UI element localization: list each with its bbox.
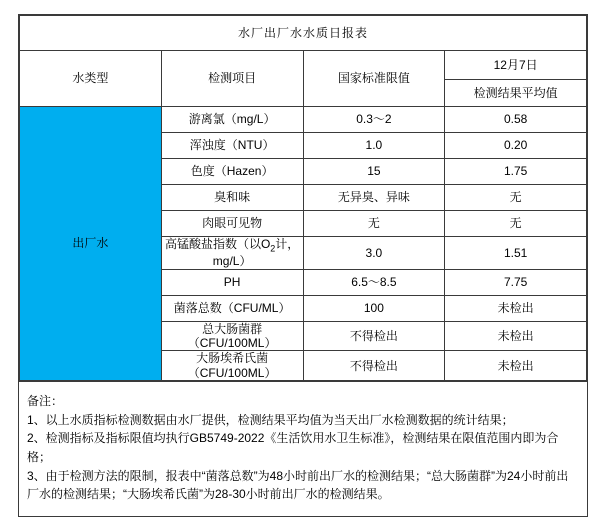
result-value: 无: [445, 211, 587, 237]
test-item-name-suffix: 计，mg/L）: [212, 237, 300, 269]
notes-line-3: 3、由于检测方法的限制，报表中“菌落总数”为48小时前出厂水的检测结果；“总大肠菌群”为24小时前出厂水的检测结果；“大肠埃希氏菌”为28-30小时前出厂水的检测结果。: [27, 468, 569, 502]
test-item-name-subscript: 2: [270, 243, 276, 254]
limit-value: 100: [303, 295, 445, 321]
limit-value: 不得检出: [303, 321, 445, 351]
limit-value: 无: [303, 211, 445, 237]
test-item-name: 大肠埃希氏菌（CFU/100ML）: [161, 351, 303, 381]
test-item-name: PH: [161, 269, 303, 295]
report-sheet: [18, 14, 588, 517]
test-item-name-prefix: 高锰酸盐指数（以O: [164, 237, 271, 251]
notes-line-2: 2、检测指标及指标限值均执行GB5749-2022《生活饮用水卫生标准》，检测结果在限值范围内即为合格；: [27, 431, 559, 464]
notes-label: 备注：: [27, 394, 64, 409]
limit-value: 6.5～8.5: [303, 269, 445, 295]
test-item-name: 游离氯（mg/L）: [161, 107, 303, 133]
header-row: [20, 51, 587, 80]
column-header-date: 12月7日: [445, 51, 587, 80]
test-item-name: 菌落总数（CFU/ML）: [161, 295, 303, 321]
limit-value: 1.0: [303, 133, 445, 159]
limit-value: 0.3～2: [303, 107, 445, 133]
column-header-average-result: 检测结果平均值: [445, 80, 587, 107]
test-item-name: 臭和味: [161, 185, 303, 211]
notes-line-1: 1、以上水质指标检测数据由水厂提供，检测结果平均值为当天出厂水检测数据的统计结果；: [27, 412, 514, 427]
title-row: [20, 16, 587, 51]
limit-value: 3.0: [303, 237, 445, 270]
column-header-national-limit: 国家标准限值: [303, 51, 445, 107]
result-value: 1.51: [445, 237, 587, 270]
result-value: 7.75: [445, 269, 587, 295]
result-value: 未检出: [445, 295, 587, 321]
test-item-name: [161, 237, 303, 270]
test-item-name: 色度（Hazen）: [161, 159, 303, 185]
column-header-test-item: 检测项目: [161, 51, 303, 107]
table-row: [20, 107, 587, 133]
test-item-name: 浑浊度（NTU）: [161, 133, 303, 159]
result-value: 0.58: [445, 107, 587, 133]
water-quality-table: [19, 15, 587, 381]
result-value: 未检出: [445, 321, 587, 351]
test-item-name: 肉眼可见物: [161, 211, 303, 237]
result-value: 未检出: [445, 351, 587, 381]
result-value: 无: [445, 185, 587, 211]
limit-value: 无异臭、异味: [303, 185, 445, 211]
result-value: 1.75: [445, 159, 587, 185]
page-title: 水厂出厂水水质日报表: [20, 16, 587, 51]
column-header-water-type: 水类型: [20, 51, 162, 107]
result-value: 0.20: [445, 133, 587, 159]
limit-value: 15: [303, 159, 445, 185]
limit-value: 不得检出: [303, 351, 445, 381]
notes-section: [19, 381, 587, 516]
water-type-value: 出厂水: [20, 107, 162, 381]
test-item-name: 总大肠菌群（CFU/100ML）: [161, 321, 303, 351]
